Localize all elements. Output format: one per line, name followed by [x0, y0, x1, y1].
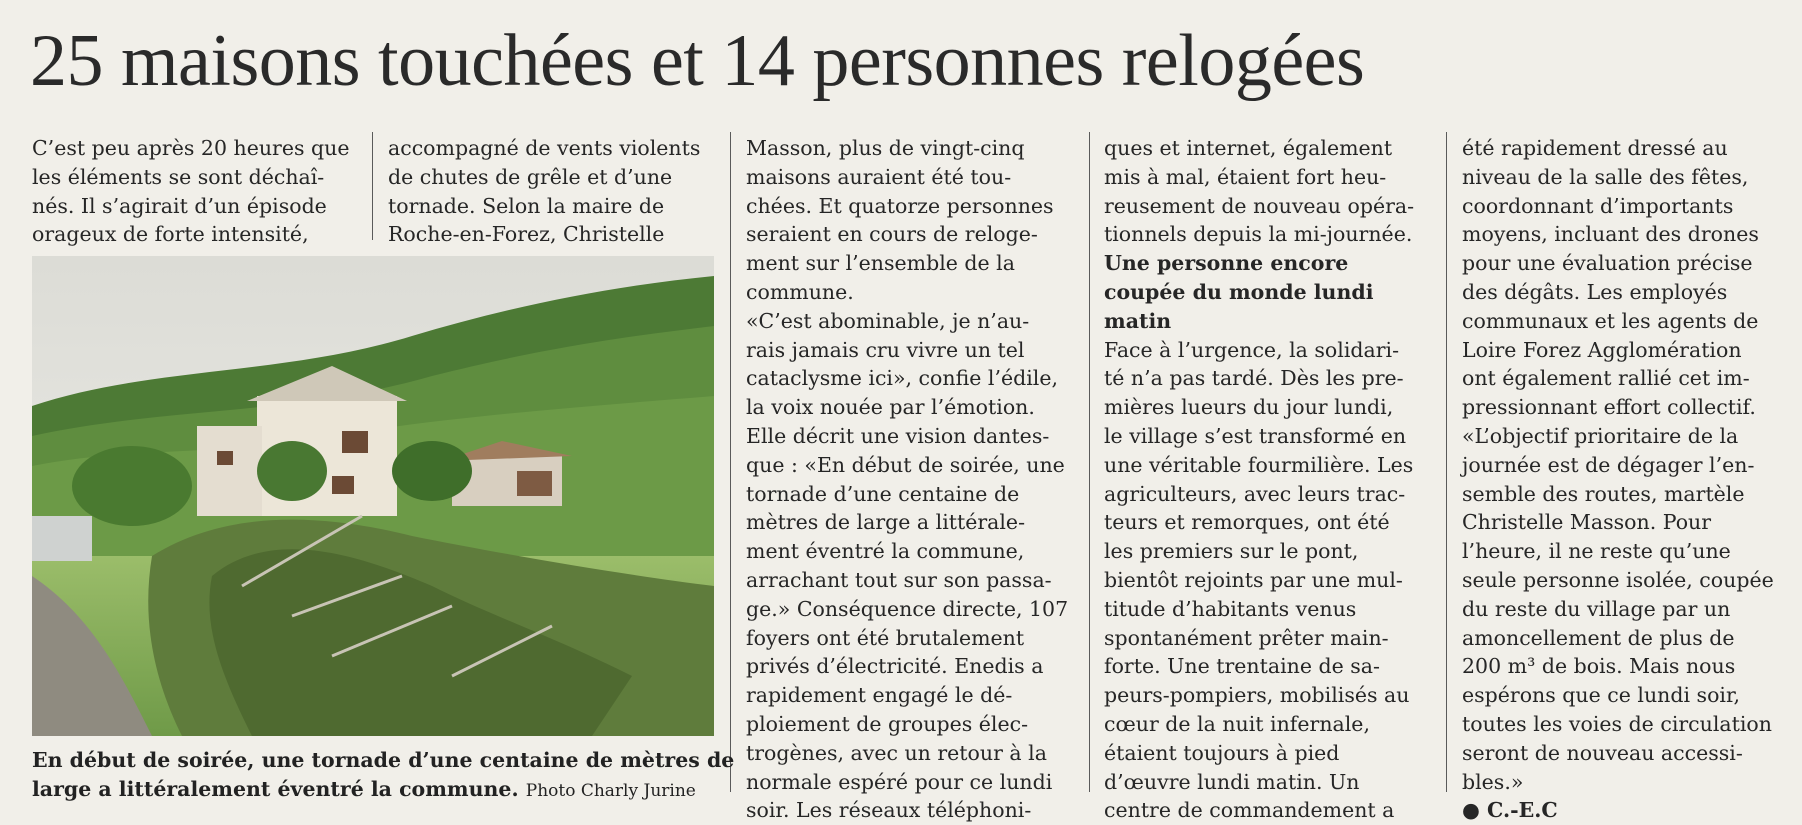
- text-line: du reste du village par un: [1462, 596, 1731, 621]
- text-line: Christelle Masson. Pour: [1462, 510, 1712, 535]
- text-line: té n’a pas tardé. Dès les pre-: [1104, 366, 1404, 391]
- text-line: accompagné de vents violents: [388, 136, 701, 160]
- text-line: cœur de la nuit infernale,: [1104, 711, 1370, 736]
- text-line: tornade d’une centaine de: [746, 481, 1020, 506]
- text-line: les premiers sur le pont,: [1104, 539, 1359, 564]
- text-line: Masson, plus de vingt-cinq: [746, 136, 1025, 160]
- headline: 25 maisons touchées et 14 personnes relogées: [30, 20, 1365, 102]
- text-line: rais jamais cru vivre un tel: [746, 337, 1025, 362]
- column-4: [1104, 134, 1434, 825]
- text-line: trogènes, avec un retour à la: [746, 740, 1047, 765]
- text-line: tionnels depuis la mi-journée.: [1104, 222, 1413, 247]
- text-line: titude d’habitants venus: [1104, 596, 1357, 621]
- text-line: pressionnant effort collectif.: [1462, 395, 1756, 420]
- text-line: amoncellement de plus de: [1462, 625, 1735, 650]
- text-line: été rapidement dressé au: [1462, 136, 1728, 160]
- text-line: journée est de dégager l’en-: [1462, 452, 1755, 477]
- text-line: les éléments se sont déchaî-: [32, 164, 325, 189]
- text-line: privés d’électricité. Enedis a: [746, 654, 1044, 679]
- text-line: «C’est abominable, je n’au-: [746, 308, 1030, 333]
- text-line: C’est peu après 20 heures que: [32, 136, 350, 160]
- text-line: spontanément prêter main-: [1104, 625, 1389, 650]
- text-line: rapidement engagé le dé-: [746, 683, 1013, 708]
- text-line: seule personne isolée, coupée: [1462, 567, 1774, 592]
- text-line: mis à mal, étaient fort heu-: [1104, 164, 1387, 189]
- column-divider: [1089, 132, 1090, 792]
- text-line: 200 m³ de bois. Mais nous: [1462, 654, 1736, 679]
- text-line: une véritable fourmilière. Les: [1104, 452, 1414, 477]
- text-line: cataclysme ici», confie l’édile,: [746, 366, 1058, 391]
- column-2: [388, 134, 718, 249]
- subheading-line: Une personne encore: [1104, 251, 1349, 276]
- text-line: bientôt rejoints par une mul-: [1104, 567, 1403, 592]
- text-line: centre de commandement a: [1104, 798, 1395, 823]
- text-line: Elle décrit une vision dantes-: [746, 423, 1050, 448]
- text-line: foyers ont été brutalement: [746, 625, 1025, 650]
- text-line: d’œuvre lundi matin. Un: [1104, 769, 1360, 794]
- text-line: Roche-en-Forez, Christelle: [388, 222, 665, 247]
- text-line: des dégâts. Les employés: [1462, 279, 1728, 304]
- text-line: l’heure, il ne reste qu’une: [1462, 539, 1731, 564]
- text-line: la voix nouée par l’émotion.: [746, 395, 1035, 420]
- text-line: communaux et les agents de: [1462, 308, 1759, 333]
- text-line: que : «En début de soirée, une: [746, 452, 1065, 477]
- text-line: ge.» Conséquence directe, 107: [746, 596, 1069, 621]
- text-line: Face à l’urgence, la solidari-: [1104, 337, 1399, 362]
- subheading-line: ● C.-E.C: [1462, 798, 1558, 823]
- subheading-line: coupée du monde lundi: [1104, 279, 1374, 304]
- text-line: soir. Les réseaux téléphoni-: [746, 798, 1032, 823]
- text-line: reusement de nouveau opéra-: [1104, 193, 1415, 218]
- column-divider: [372, 132, 373, 240]
- text-line: forte. Une trentaine de sa-: [1104, 654, 1380, 679]
- photo-credit: Photo Charly Jurine: [525, 780, 696, 801]
- text-line: Loire Forez Agglomération: [1462, 337, 1742, 362]
- text-line: coordonnant d’importants: [1462, 193, 1734, 218]
- text-line: étaient toujours à pied: [1104, 740, 1340, 765]
- text-line: ment sur l’ensemble de la: [746, 251, 1015, 276]
- text-line: «L’objectif prioritaire de la: [1462, 423, 1739, 448]
- text-line: moyens, incluant des drones: [1462, 222, 1759, 247]
- text-line: normale espéré pour ce lundi: [746, 769, 1053, 794]
- text-line: tornade. Selon la maire de: [388, 193, 665, 218]
- column-5: [1462, 134, 1797, 825]
- caption-text: large a littéralement éventré la commune.: [32, 776, 519, 801]
- caption-line: En début de soirée, une tornade d’une centaine de mètres de: [32, 748, 735, 772]
- text-line: orageux de forte intensité,: [32, 222, 309, 247]
- column-divider: [730, 132, 731, 792]
- text-line: bles.»: [1462, 769, 1524, 794]
- text-line: toutes les voies de circulation: [1462, 711, 1772, 736]
- text-line: de chutes de grêle et d’une: [388, 164, 673, 189]
- caption-line: [32, 775, 732, 806]
- text-line: le village s’est transformé en: [1104, 423, 1407, 448]
- text-line: commune.: [746, 279, 854, 304]
- text-line: seront de nouveau accessi-: [1462, 740, 1743, 765]
- photo-caption: [32, 746, 735, 806]
- text-line: peurs-pompiers, mobilisés au: [1104, 683, 1410, 708]
- text-line: ont également rallié cet im-: [1462, 366, 1750, 391]
- text-line: maisons auraient été tou-: [746, 164, 1012, 189]
- text-line: mières lueurs du jour lundi,: [1104, 395, 1394, 420]
- text-line: ploiement de groupes élec-: [746, 711, 1028, 736]
- text-line: semble des routes, martèle: [1462, 481, 1745, 506]
- text-line: espérons que ce lundi soir,: [1462, 683, 1741, 708]
- text-line: ques et internet, également: [1104, 136, 1393, 160]
- text-line: niveau de la salle des fêtes,: [1462, 164, 1749, 189]
- text-line: seraient en cours de reloge-: [746, 222, 1038, 247]
- text-line: arrachant tout sur son passa-: [746, 567, 1052, 592]
- text-line: ment éventré la commune,: [746, 539, 1025, 564]
- column-1: [32, 134, 372, 249]
- column-divider: [1446, 132, 1447, 792]
- article-photo: [32, 256, 714, 736]
- text-line: nés. Il s’agirait d’un épisode: [32, 193, 327, 218]
- text-line: agriculteurs, avec leurs trac-: [1104, 481, 1406, 506]
- text-line: chées. Et quatorze personnes: [746, 193, 1054, 218]
- text-line: mètres de large a littérale-: [746, 510, 1025, 535]
- column-3: [746, 134, 1076, 825]
- text-line: teurs et remorques, ont été: [1104, 510, 1390, 535]
- text-line: pour une évaluation précise: [1462, 251, 1753, 276]
- subheading-line: matin: [1104, 308, 1172, 333]
